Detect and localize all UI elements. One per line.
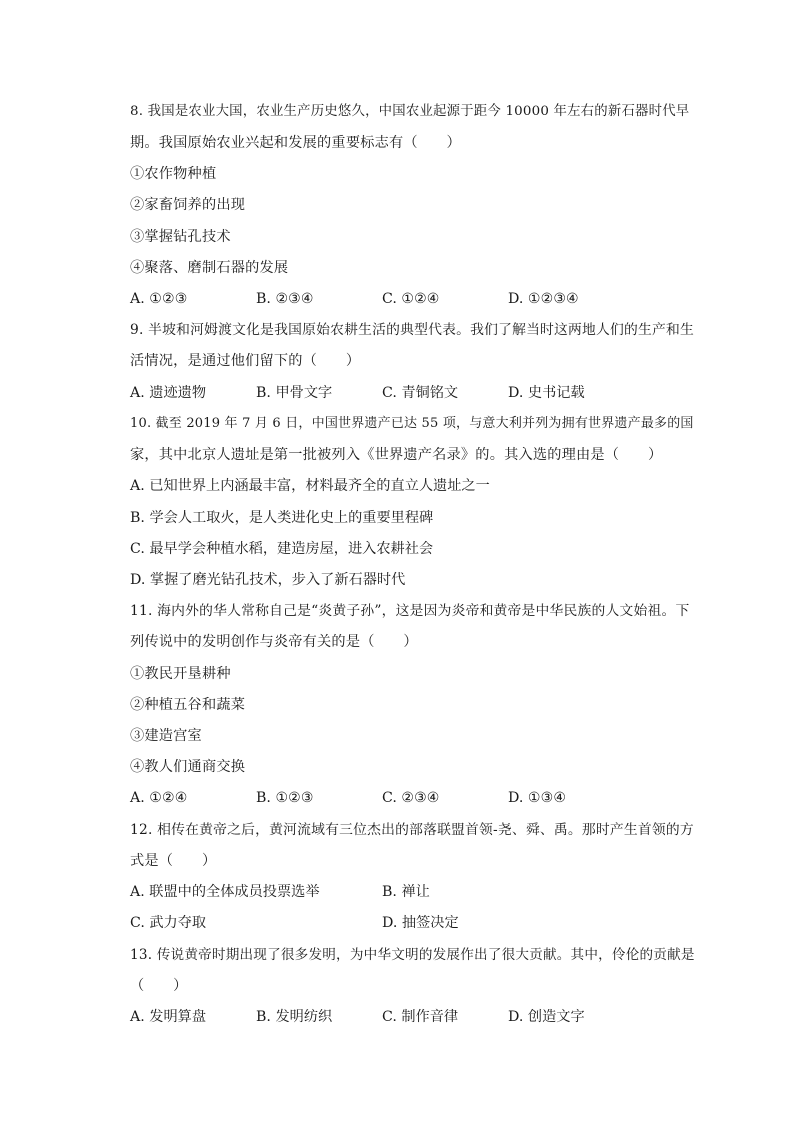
statement-item: ④聚落、磨制石器的发展 <box>130 260 289 276</box>
option-b[interactable]: B. ①②③ <box>256 790 314 806</box>
option-c[interactable]: C. ②③④ <box>382 790 440 806</box>
statement-item: ④教人们通商交换 <box>130 759 246 775</box>
option-b[interactable]: B. 禅让 <box>382 884 430 900</box>
question-stem: 活情况，是通过他们留下的（ ） <box>130 353 361 369</box>
option-a[interactable]: A. ①②③ <box>130 291 188 307</box>
option-a[interactable]: A. ①②④ <box>130 790 188 806</box>
option-a[interactable]: A. 联盟中的全体成员投票选举 <box>130 884 320 900</box>
option-b[interactable]: B. 学会人工取火，是人类进化史上的重要里程碑 <box>130 510 434 526</box>
question-stem: 9. 半坡和河姆渡文化是我国原始农耕生活的典型代表。我们了解当时这两地人们的生产和生 <box>130 322 695 338</box>
option-d[interactable]: D. 掌握了磨光钻孔技术，步入了新石器时代 <box>130 572 406 588</box>
question-stem: 式是（ ） <box>130 853 217 869</box>
statement-item: ③掌握钻孔技术 <box>130 229 231 245</box>
option-d[interactable]: D. ①②③④ <box>508 291 579 307</box>
option-d[interactable]: D. 创造文字 <box>508 1009 585 1025</box>
option-a[interactable]: A. 发明算盘 <box>130 1009 207 1025</box>
question-stem: 10. 截至 2019 年 7 月 6 日，中国世界遗产已达 55 项，与意大利并列为拥有世界遗产最多的国 <box>130 416 694 431</box>
statement-item: ①农作物种植 <box>130 166 217 182</box>
statement-item: ②种植五谷和蔬菜 <box>130 697 246 713</box>
option-c[interactable]: C. ①②④ <box>382 291 440 307</box>
option-d[interactable]: D. 史书记载 <box>508 385 585 401</box>
option-c[interactable]: C. 武力夺取 <box>130 915 207 931</box>
question-stem: （ ） <box>130 978 188 994</box>
option-d[interactable]: D. ①③④ <box>508 790 567 806</box>
question-stem: 家，其中北京人遗址是第一批被列入《世界遗产名录》的。其入选的理由是（ ） <box>130 447 663 463</box>
option-c[interactable]: C. 青铜铭文 <box>382 385 459 401</box>
question-stem: 11. 海内外的华人常称自己是“炎黄子孙”，这是因为炎帝和黄帝是中华民族的人文始祖。下 <box>130 603 690 619</box>
question-stem: 列传说中的发明创作与炎帝有关的是（ ） <box>130 634 418 650</box>
option-d[interactable]: D. 抽签决定 <box>382 915 459 931</box>
option-b[interactable]: B. ②③④ <box>256 291 314 307</box>
question-stem: 13. 传说黄帝时期出现了很多发明，为中华文明的发展作出了很大贡献。其中，伶伦的贡献是 <box>130 947 695 963</box>
statement-item: ②家畜饲养的出现 <box>130 197 246 213</box>
question-stem: 12. 相传在黄帝之后，黄河流域有三位杰出的部落联盟首领-尧、舜、禹。那时产生首领的方 <box>130 822 694 838</box>
statement-item: ③建造宫室 <box>130 728 202 744</box>
option-b[interactable]: B. 甲骨文字 <box>256 385 333 401</box>
statement-item: ①教民开垦耕种 <box>130 666 231 682</box>
option-a[interactable]: A. 已知世界上内涵最丰富，材料最齐全的直立人遗址之一 <box>130 478 490 494</box>
option-a[interactable]: A. 遗迹遗物 <box>130 385 207 401</box>
question-stem: 期。我国原始农业兴起和发展的重要标志有（ ） <box>130 135 461 151</box>
option-c[interactable]: C. 制作音律 <box>382 1009 459 1025</box>
question-stem: 8. 我国是农业大国，农业生产历史悠久，中国农业起源于距今 10000 年左右的新石器时代早 <box>130 104 690 119</box>
option-c[interactable]: C. 最早学会种植水稻，建造房屋，进入农耕社会 <box>130 541 434 557</box>
option-b[interactable]: B. 发明纺织 <box>256 1009 333 1025</box>
